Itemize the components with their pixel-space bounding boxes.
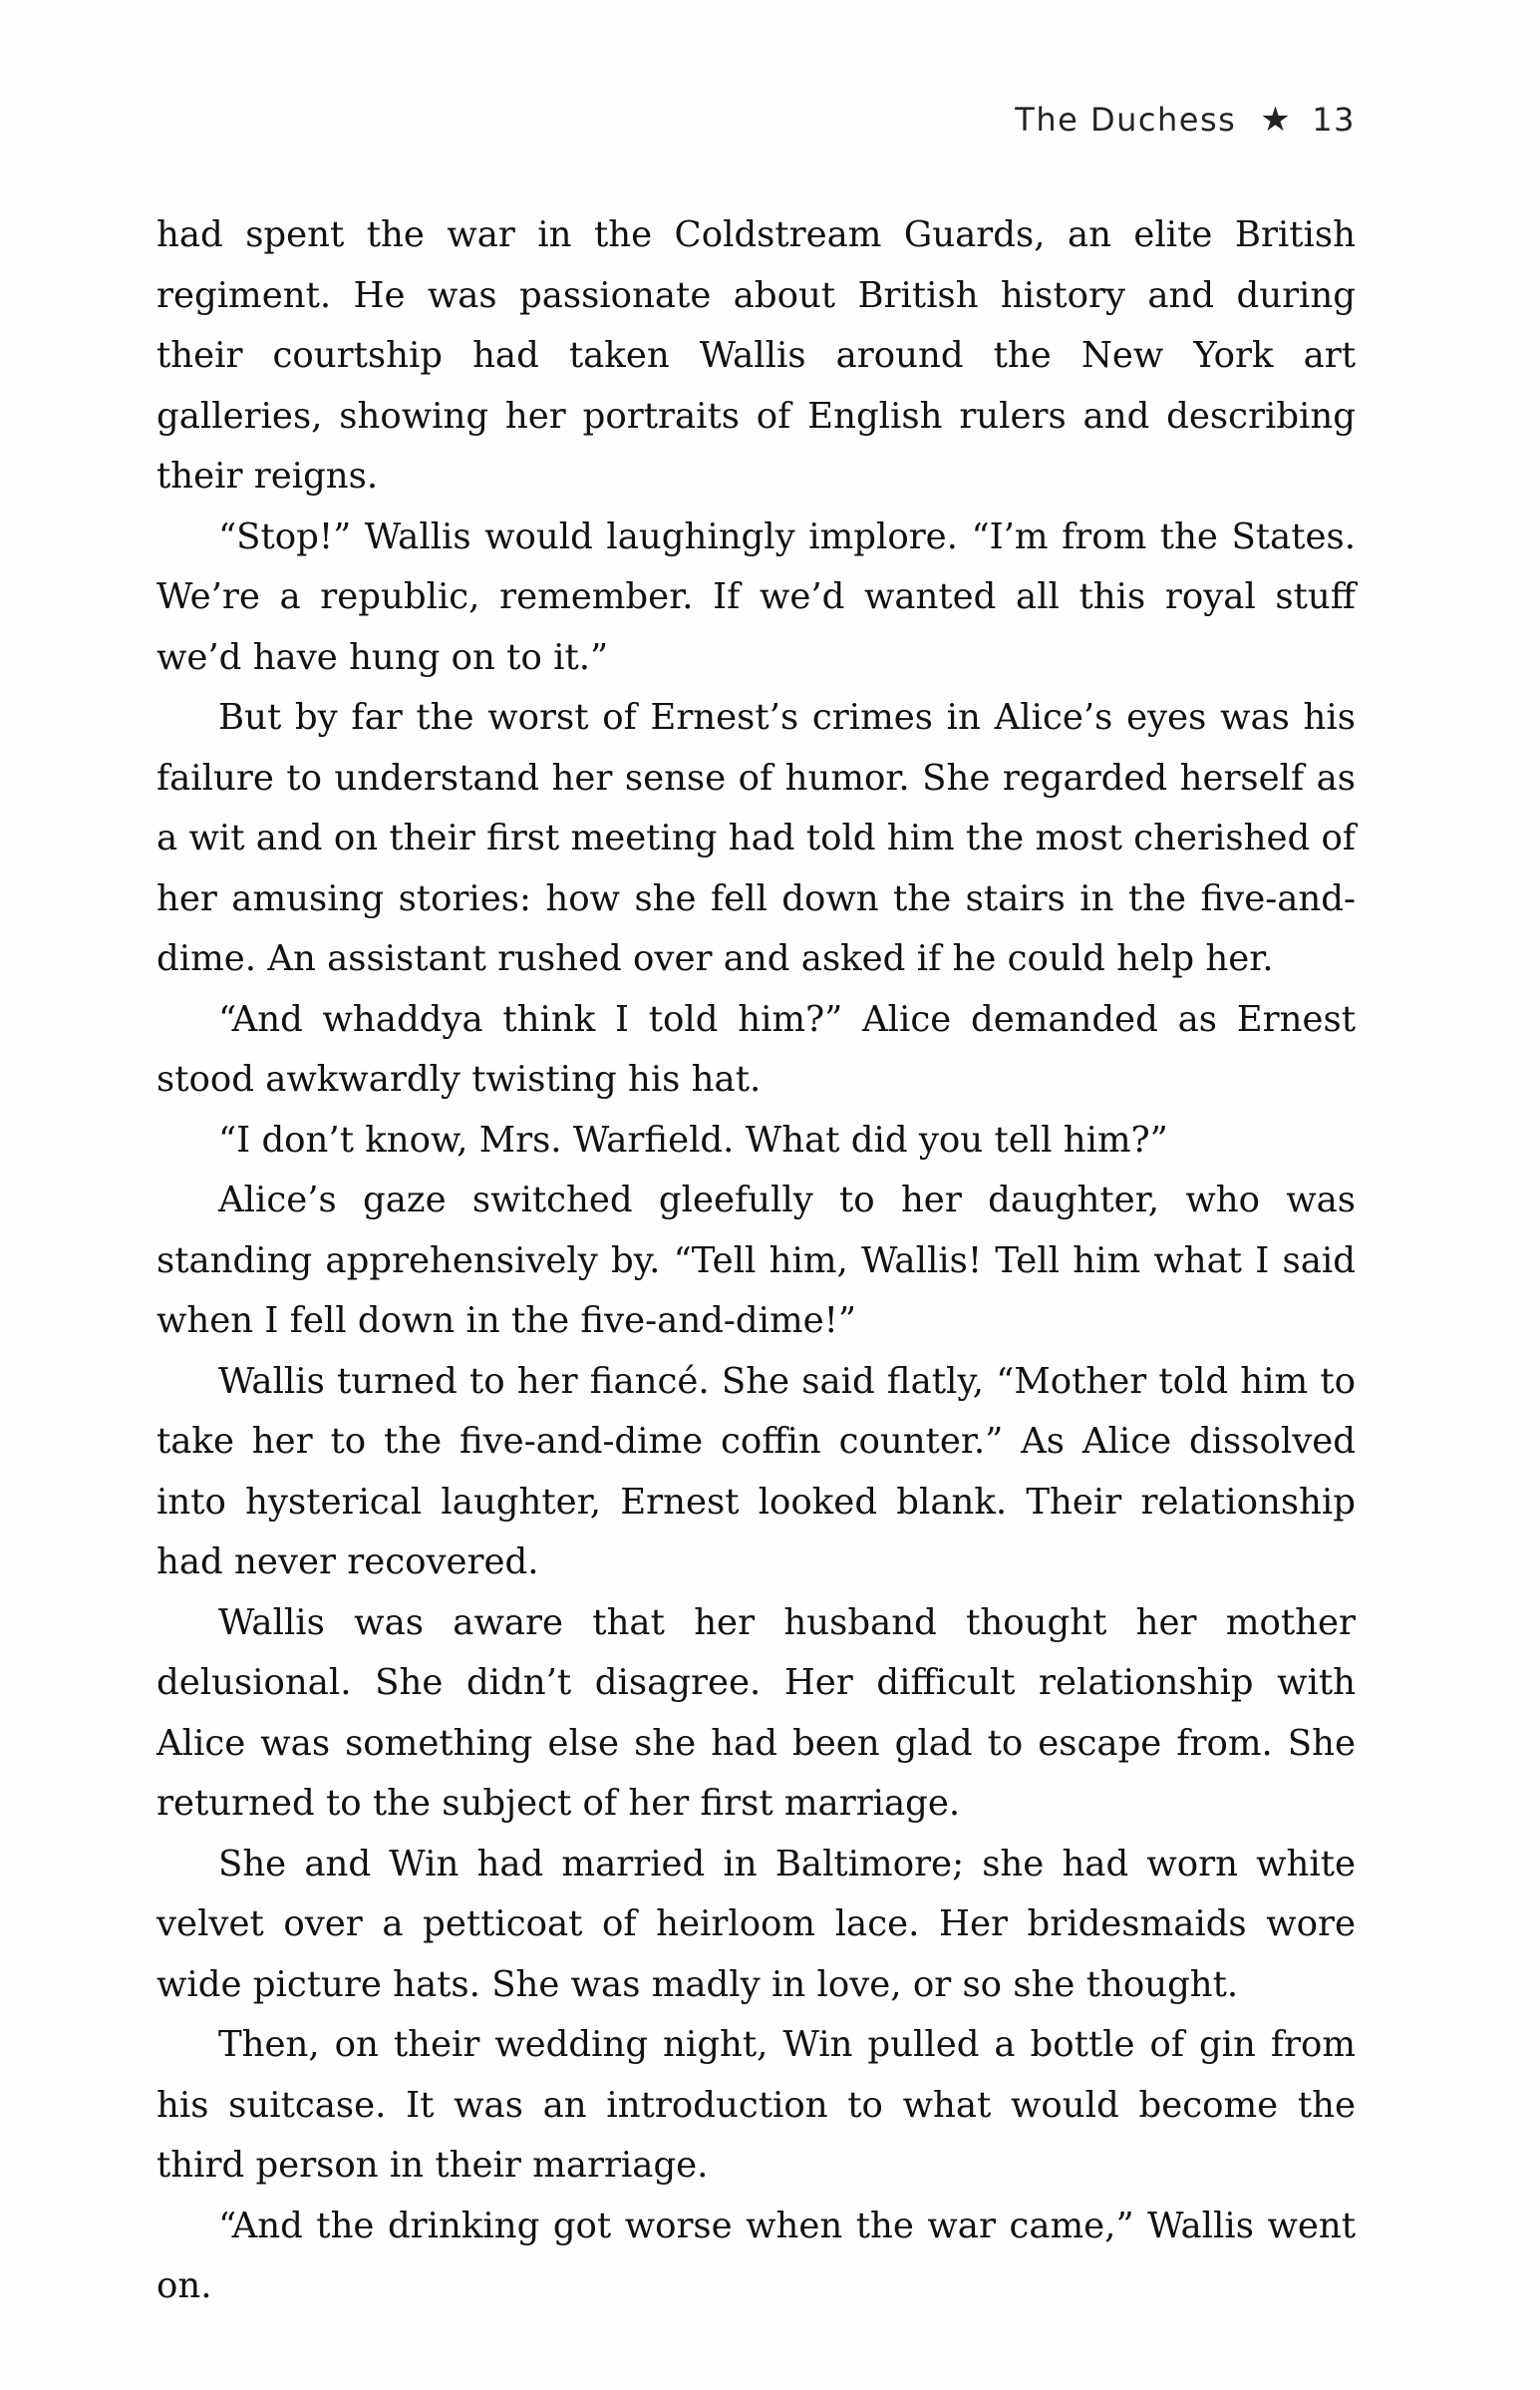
paragraph: She and Win had married in Baltimore; she had worn white velvet over a petticoat of heirloom lace. Her bridesmaids wore wide picture hats. She was madly in love, or so she thought. (156, 1843, 1356, 2005)
star-icon: ★ (1260, 100, 1293, 140)
book-title: The Duchess (1015, 101, 1237, 139)
paragraph: “And whaddya think I told him?” Alice demanded as Ernest stood awkwardly twisting his hat. (156, 998, 1356, 1100)
paragraph: Wallis turned to her fiancé. She said flatly, “Mother told him to take her to the five-and-dime coffin counter.” As Alice dissolved into hysterical laughter, Ernest looked blank. Their relationship had never recovered. (156, 1360, 1356, 1582)
body-text (156, 205, 1356, 2317)
paragraph: “I don’t know, Mrs. Warfield. What did you tell him?” (218, 1119, 1168, 1161)
paragraph: Alice’s gaze switched gleefully to her daughter, who was standing apprehensively by. “Tell him, Wallis! Tell him what I said when I fell down in the five-and-dime!” (156, 1180, 1356, 1341)
paragraph: “Stop!” Wallis would laughingly implore. “I’m from the States. We’re a republic, remember. If we’d wanted all this royal stuff we’d have hung on to it.” (156, 515, 1356, 678)
paragraph: Wallis was aware that her husband thought her mother delusional. She didn’t disagree. Her difficult relationship with Alice was something else she had been glad to escape from. She returned to the subject of her first marriage. (156, 1601, 1356, 1824)
paragraph: “And the drinking got worse when the war came,” Wallis went on. (156, 2205, 1356, 2306)
page-number: 13 (1312, 101, 1356, 139)
paragraph: But by far the worst of Ernest’s crimes in Alice’s eyes was his failure to understand her sense of humor. She regarded herself as a wit and on their first meeting had told him the most cherished of her amusing stories: how she fell down the stairs in the five-and-dime. An assistant rushed over and asked if he could help her. (156, 697, 1356, 979)
paragraph: had spent the war in the Coldstream Guards, an elite British regiment. He was passionate about British history and during their courtship had taken Wallis around the New York art galleries, showing her portraits of English rulers and describing their reigns. (156, 214, 1356, 497)
paragraph: Then, on their wedding night, Win pulled a bottle of gin from his suitcase. It was an introduction to what would become the third person in their marriage. (156, 2024, 1356, 2186)
running-head (156, 100, 1356, 140)
